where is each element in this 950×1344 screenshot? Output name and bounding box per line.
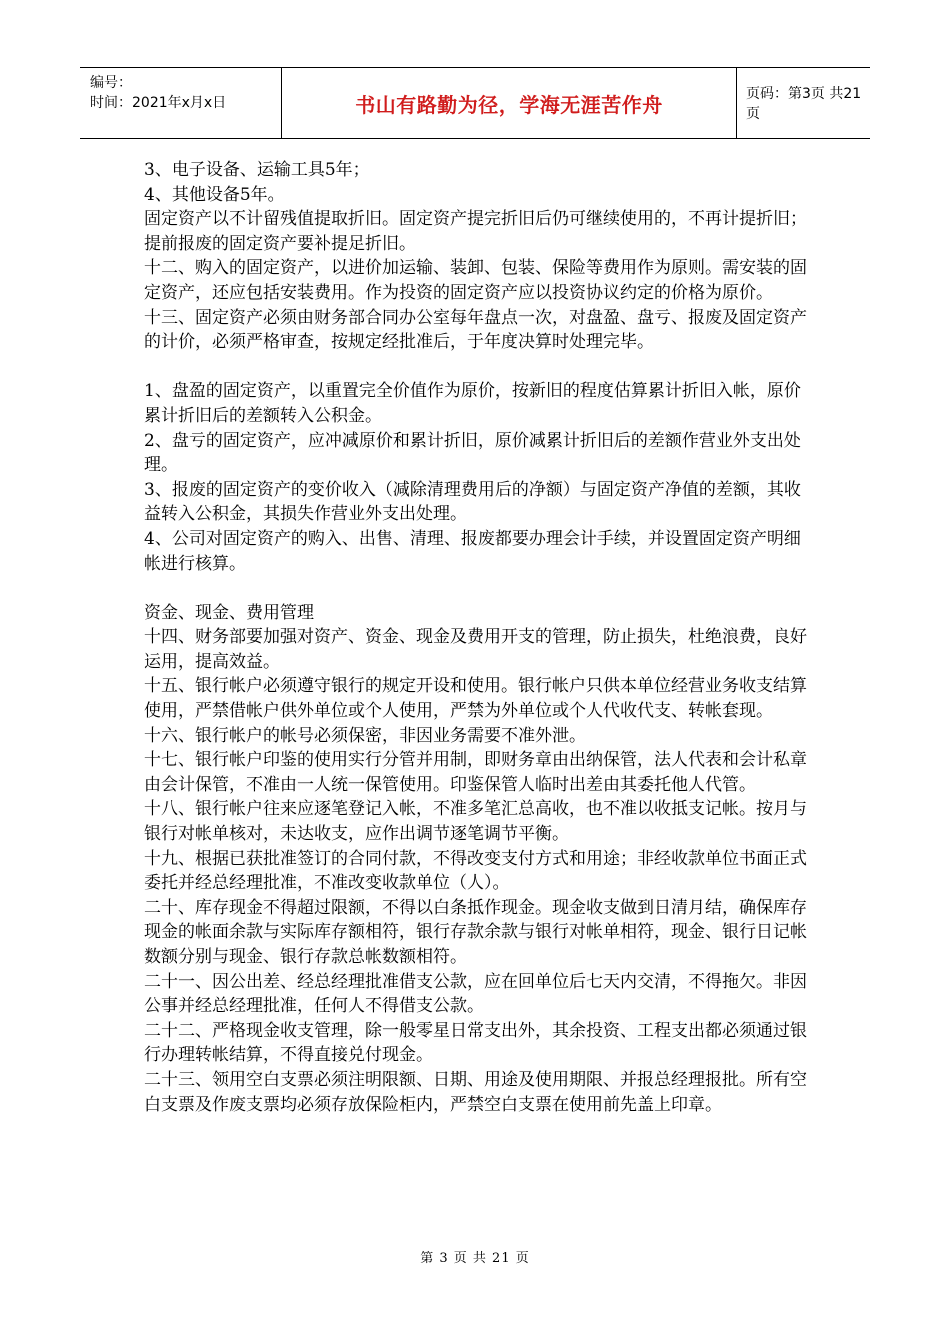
- body-paragraph: 十三、固定资产必须由财务部合同办公室每年盘点一次，对盘盈、盘亏、报废及固定资产的计价，必须严格审查，按规定经批准后，于年度决算时处理完毕。: [144, 307, 807, 353]
- header-page-cell: [737, 68, 870, 138]
- body-paragraph: 3、电子设备、运输工具5年；: [144, 160, 370, 180]
- body-paragraph: 1、盘盈的固定资产，以重置完全价值作为原价，按新旧的程度估算累计折旧入帐，原价累计折旧后的差额转入公积金。: [144, 381, 801, 426]
- header-page-code: 页码：第3页 共21页: [746, 86, 862, 122]
- body-paragraph: 二十一、因公出差、经总经理批准借支公款，应在回单位后七天内交清，不得拖欠。非因公事并经总经理批准，任何人不得借支公款。: [144, 971, 807, 1017]
- body-paragraph: 十七、银行帐户印鉴的使用实行分管并用制，即财务章由出纳保管，法人代表和会计私章由会计保管，不准由一人统一保管使用。印鉴保管人临时出差由其委托他人代管。: [144, 750, 807, 795]
- header-meta-cell: [80, 68, 282, 138]
- body-paragraph: 二十三、领用空白支票必须注明限额、日期、用途及使用期限、并报总经理报批。所有空白支票及作废支票均必须存放保险柜内，严禁空白支票在使用前先盖上印章。: [144, 1069, 807, 1115]
- document-body: [144, 158, 810, 1117]
- document-number-label: 编号：: [90, 75, 132, 91]
- body-paragraph: 二十、库存现金不得超过限额，不得以白条抵作现金。现金收支做到日清月结，确保库存现金的帐面余款与实际库存额相符，银行存款余款与银行对帐单相符，现金、银行日记帐数额分别与现金、银行存款总帐数额相符。: [144, 897, 807, 967]
- body-paragraph: 十四、财务部要加强对资产、资金、现金及费用开支的管理，防止损失，杜绝浪费，良好运用，提高效益。: [144, 627, 807, 672]
- document-date-label: 时间：2021年x月x日: [90, 95, 227, 111]
- body-paragraph: 3、报废的固定资产的变价收入（减除清理费用后的净额）与固定资产净值的差额，其收益转入公积金，其损失作营业外支出处理。: [144, 479, 801, 525]
- body-paragraph: 十二、购入的固定资产，以进价加运输、装卸、包装、保险等费用作为原则。需安装的固定资产，还应包括安装费用。作为投资的固定资产应以投资协议约定的价格为原价。: [144, 258, 807, 303]
- body-paragraph: 2、盘亏的固定资产，应冲减原价和累计折旧，原价减累计折旧后的差额作营业外支出处理。: [144, 430, 801, 476]
- header-motto: 书山有路勤为径，学海无涯苦作舟: [355, 92, 663, 117]
- body-paragraph: 十八、银行帐户往来应逐笔登记入帐，不准多笔汇总高收，也不准以收抵支记帐。按月与银行对帐单核对，未达收支，应作出调节逐笔调节平衡。: [144, 799, 807, 845]
- body-paragraph: 4、其他设备5年。: [144, 184, 285, 205]
- footer-page-number: 第 3 页 共 21 页: [420, 1251, 530, 1266]
- body-paragraph: 资金、现金、费用管理: [144, 602, 314, 623]
- header-motto-cell: [282, 68, 737, 138]
- body-paragraph: 十九、根据已获批准签订的合同付款，不得改变支付方式和用途；非经收款单位书面正式委托并经总经理批准，不准改变收款单位（人）。: [144, 848, 807, 894]
- page-header: [80, 67, 870, 139]
- body-paragraph: 固定资产以不计留残值提取折旧。固定资产提完折旧后仍可继续使用的，不再计提折旧；提前报废的固定资产要补提足折旧。: [144, 209, 807, 254]
- paragraph-spacer: [144, 576, 810, 601]
- body-paragraph: 十六、银行帐户的帐号必须保密，非因业务需要不准外泄。: [144, 725, 586, 746]
- body-paragraph: 十五、银行帐户必须遵守银行的规定开设和使用。银行帐户只供本单位经营业务收支结算使用，严禁借帐户供外单位或个人使用，严禁为外单位或个人代收代支、转帐套现。: [144, 676, 807, 722]
- body-paragraph: 二十二、严格现金收支管理，除一般零星日常支出外，其余投资、工程支出都必须通过银行办理转帐结算，不得直接兑付现金。: [144, 1020, 807, 1066]
- body-paragraph: 4、公司对固定资产的购入、出售、清理、报废都要办理会计手续，并设置固定资产明细帐进行核算。: [144, 528, 801, 574]
- page-footer: [0, 1247, 950, 1266]
- paragraph-spacer: [144, 355, 810, 380]
